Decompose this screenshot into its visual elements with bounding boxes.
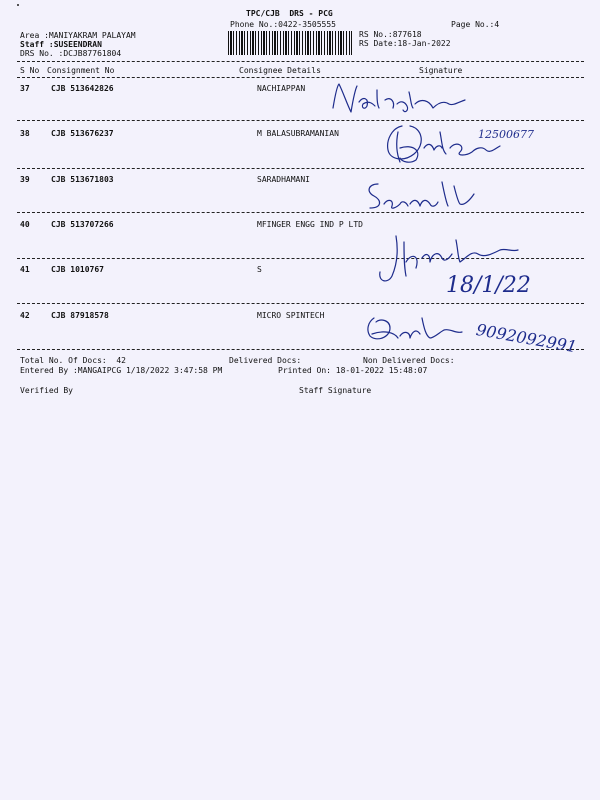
row-consignment: CJB 513707266 (51, 220, 114, 229)
signature-row-38 (370, 118, 580, 173)
document-title: TPC/CJB DRS - PCG (246, 9, 333, 18)
staff-signature-label: Staff Signature (299, 386, 372, 395)
handwritten-mobile-note: 9092092991 (474, 320, 579, 357)
row-consignee: SARADHAMANI (257, 175, 310, 184)
row-consignee: M BALASUBRAMANIAN (257, 129, 339, 138)
printed-on: Printed On: 18-01-2022 15:48:07 (278, 366, 428, 375)
row-consignee: MFINGER ENGG IND P LTD (257, 220, 363, 229)
delivered-docs: Delivered Docs: (229, 356, 302, 365)
row-sno: 39 (20, 175, 30, 184)
row-consignment: CJB 1010767 (51, 265, 104, 274)
signature-row-37 (325, 78, 485, 123)
non-delivered-docs: Non Delivered Docs: (363, 356, 455, 365)
barcode (228, 31, 352, 55)
row-sno: 42 (20, 311, 30, 320)
row-sno: 40 (20, 220, 30, 229)
row-consignee: MICRO SPINTECH (257, 311, 325, 320)
column-consignment: Consignment No (47, 66, 115, 75)
scan-speck (17, 4, 19, 6)
signature-row-39 (360, 176, 490, 216)
row-sno: 37 (20, 84, 30, 93)
column-divider (17, 77, 584, 78)
row-consignee: NACHIAPPAN (257, 84, 306, 93)
phone-number: Phone No.:0422-3505555 (230, 20, 336, 29)
area-label: Area :MANIYAKRAM PALAYAM (20, 31, 136, 40)
row-divider (17, 212, 584, 213)
total-docs: Total No. Of Docs: 42 (20, 356, 126, 365)
row-divider (17, 303, 584, 304)
row-consignment: CJB 513671803 (51, 175, 114, 184)
row-sno: 38 (20, 129, 30, 138)
row-divider (17, 349, 584, 350)
handwritten-date-note: 18/1/22 (446, 273, 531, 298)
drs-number: DRS No. :DCJB87761804 (20, 49, 122, 58)
column-sno: S No (20, 66, 40, 75)
header-divider (17, 61, 584, 62)
row-consignment: CJB 513642826 (51, 84, 114, 93)
signature-row-42 (360, 308, 480, 348)
rs-number: RS No.:877618 (359, 30, 422, 39)
verified-by: Verified By (20, 386, 73, 395)
page-number: Page No.:4 (451, 20, 500, 29)
column-consignee: Consignee Details (239, 66, 321, 75)
handwritten-phone-note: 12500677 (478, 128, 534, 141)
row-consignment: CJB 513676237 (51, 129, 114, 138)
rs-date: RS Date:18-Jan-2022 (359, 39, 451, 48)
row-consignment: CJB 87918578 (51, 311, 109, 320)
row-consignee: S (257, 265, 262, 274)
entered-by: Entered By :MANGAIPCG 1/18/2022 3:47:58 PM (20, 366, 223, 375)
row-sno: 41 (20, 265, 30, 274)
column-signature: Signature (419, 66, 463, 75)
staff-label: Staff :SUSEENDRAN (20, 40, 102, 49)
